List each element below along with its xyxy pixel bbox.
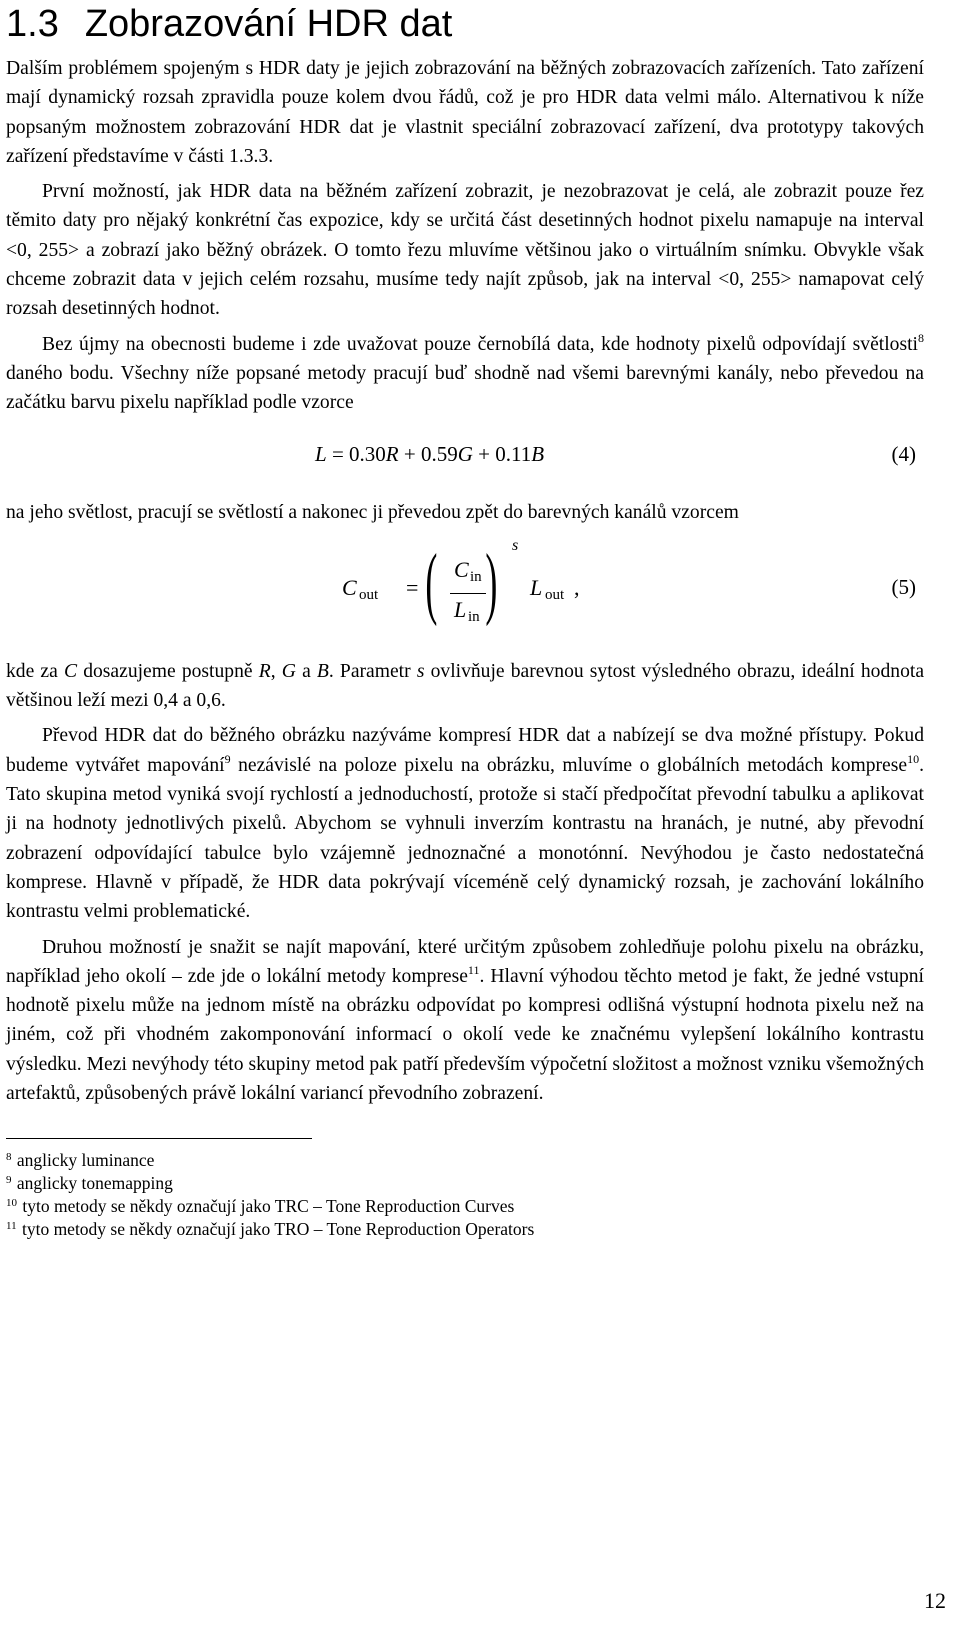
footnote-9: $^9$ anglicky tonemapping	[6, 1173, 173, 1194]
paragraph-5: kde za C dosazujeme postupně R, G a B. Parametr s ovlivňuje barevnou sytost výsledného obrazu, ideální hodnota většinou leží mezi 0,4 a 0,6.	[6, 660, 925, 712]
paragraph-4: na jeho světlost, pracují se světlostí a nakonec ji převedou zpět do barevných kanálů vzorcem	[6, 501, 739, 523]
footnote-8: $^8$ anglicky luminance	[6, 1150, 155, 1171]
equation-4	[6, 418, 924, 498]
equation-5-formula: C out = ( C in L in ) s L out ,	[342, 536, 580, 627]
equation-5	[6, 527, 924, 657]
section-number: 1.3	[6, 3, 59, 45]
footnote-ref-8: 8	[918, 330, 924, 345]
footnote-ref-11: 11	[467, 962, 480, 977]
section-heading	[6, 0, 924, 46]
paragraph-2: První možností, jak HDR data na běžném zařízení zobrazit, je nezobrazovat je celá, ale zobrazit pouze řez těmito daty pro nějaký konkrétní čas expozice, kdy se určitá část desetinných hodnot pixelu namapuje na interval <0, 255> a zobrazí jako běžný obrázek. O tomto řezu mluvíme většinou jako o virtuálním snímku. Obvykle však chceme zobrazit data v jejich celém rozsahu, musíme tedy najít způsob, jak na interval <0, 255> namapovat celý rozsah desetinných hodnot.	[6, 181, 924, 320]
footnote-separator	[6, 1138, 312, 1139]
fraction-bar	[450, 593, 486, 594]
paragraph-1: Dalším problémem spojeným s HDR daty je jejich zobrazování na běžných zobrazovacích zařízeních. Tato zařízení mají dynamický rozsah zpravidla pouze kolem dvou řádů, což je pro HDR data velmi málo. Alternativou k níže popsaným možnostem zobrazování HDR dat je vlastnit speciální zobrazovací zařízení, dva prototypy takových zařízení představíme v části 1.3.3.	[6, 58, 924, 167]
footnotes	[6, 1149, 924, 1241]
footnote-ref-10: 10	[907, 751, 920, 766]
page-number: 12	[924, 1588, 946, 1613]
footnote-ref-9: 9	[224, 751, 231, 766]
footnote-11: $^{11}$ tyto metody se někdy označují jako TRO – Tone Reproduction Operators	[6, 1219, 535, 1240]
paragraph-7: Druhou možností je snažit se najít mapování, které určitým způsobem zohledňuje polohu pixelu na obrázku, například jeho okolí – zde jde o lokální metody komprese$^{11}$. Hlavní výhodou těchto metod je fakt, že jedné vstupní hodnotě pixelu může na jednom místě na obrázku odpovídat po kompresi odlišná výstupní hodnota pixelu než na jiném, což při vhodném zakomponování informací o okolí vede ke značnému vylepšení lokálního kontrastu výsledku. Mezi nevýhody této skupiny metod pak patří především výpočetní složitost a možnost vzniku všemožných artefaktů, způsobených právě lokální variancí převodního zobrazení.	[6, 936, 924, 1105]
document-page	[6, 0, 924, 1241]
footnote-10: $^{10}$ tyto metody se někdy označují jako TRC – Tone Reproduction Curves	[6, 1196, 515, 1217]
paragraph-3-text-b: daného bodu. Všechny níže popsané metody pracují buď shodně nad všemi barevnými kanály, nebo převedou na začátku barvu pixelu například podle vzorce	[6, 362, 924, 414]
equation-4-formula: L = 0.30R + 0.59G + 0.11B	[315, 441, 545, 466]
section-title: Zobrazování HDR dat	[84, 3, 453, 45]
paragraph-3-text-a: Bez újmy na obecnosti budeme i zde uvažovat pouze černobílá data, kde hodnoty pixelů odpovídají světlosti	[42, 333, 918, 355]
paragraph-3	[6, 330, 924, 418]
equation-5-number: (5)	[891, 574, 916, 599]
equation-4-number: (4)	[891, 441, 916, 466]
paragraph-6: Převod HDR dat do běžného obrázku nazýváme kompresí HDR dat a nabízejí se dva možné přístupy. Pokud budeme vytvářet mapování$^9$ nezávislé na poloze pixelu na obrázku, mluvíme o globálních metodách komprese$^{10}$. Tato skupina metod vyniká svojí rychlostí a jednoduchostí, protože si stačí předpočítat převodní tabulku a aplikovat ji na hodnoty jednotlivých pixelů. Abychom se vyhnuli inverzím kontrastu na hranách, je nutné, aby převodní zobrazení odpovídající tabulce bylo vzájemně jednoznačné a monotónní. Nevýhodou je často nedostatečná komprese. Hlavně v případě, že HDR data pokrývají víceméně celý dynamický rozsah, je zachování lokálního kontrastu velmi problematické.	[6, 725, 924, 923]
